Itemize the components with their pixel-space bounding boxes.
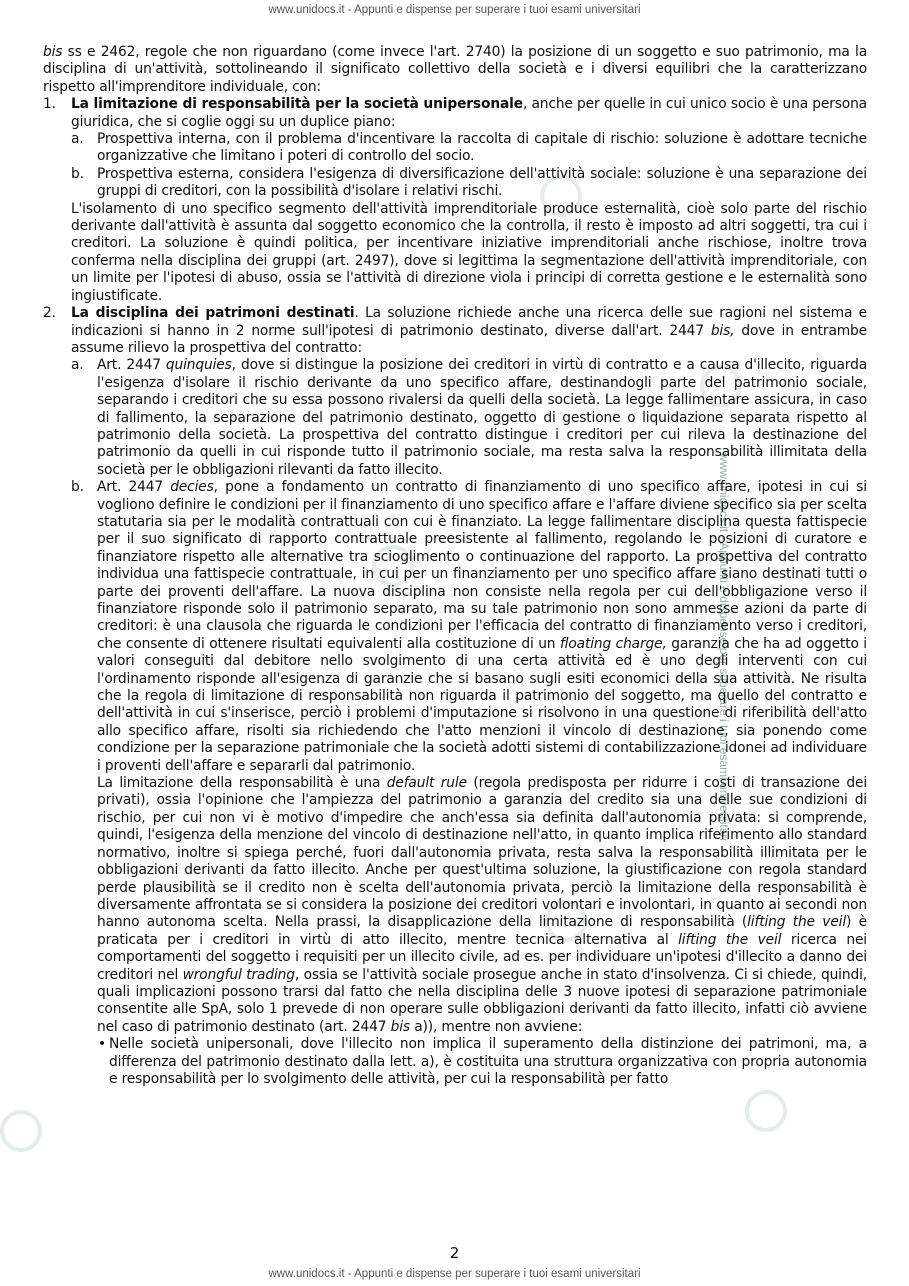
item1-paragraph: L'isolamento di uno specifico segmento dell'attività imprenditoriale produce esternalità, cioè solo parte del rischio derivante dall'attività è assunta dal soggetto economico che la controlla, il resto è imposto ad altri soggetti, tra cui i creditori. La soluzione è quindi politica, per incentivare iniziative imprenditoriali anche rischiose, inoltre trova conferma nella disciplina dei gruppi (art. 2497), dove si legittima la segmentazione dell'attività imprenditoriale, con un limite per l'ipotesi di abuso, ossia se l'attività di direzione viola i principi di corretta gestione e le esternalità sono ingiustificate. xyxy=(71,200,867,304)
sub-item-b: b. Prospettiva esterna, considera l'esigenza di diversificazione dell'attività sociale: soluzione è una separazione dei gruppi di creditori, con la possibilità d'isolare i relativi rischi. xyxy=(71,165,867,200)
list-item-2: 2. La disciplina dei patrimoni destinati. La soluzione richiede anche una ricerca delle sue ragioni nel sistema e indicazioni si hanno in 2 norme sull'ipotesi di patrimonio destinato, diverse dall'art. 2447 bis, dove in entrambe assume rilievo la prospettiva del contratto: a. Art. 2447 quinquies, dove si distingue la posizione dei creditori in virtù di contratto e a causa d'illecito, riguarda l'esigenza d'isolare il rischio derivante da uno specifico affare, destinandogli parte del patrimonio sociale, separando i creditori che su essa possono rivalersi da quelli della società. La legge fallimentare assicura, in caso di fallimento, la separazione del patrimonio destinato, oggetto di gestione o liquidazione separata rispetto al patrimonio della società. La prospettiva del contratto distingue i creditori per cui rileva la destinazione del patrimonio da quelli in cui risponde tutto il patrimonio sociale, ma resta salva la responsabilità illimitata della società per le obbligazioni rilevanti da fatto illecito. b. Art. 2447 decies, pone a fondamento un contratto di finanziamento di uno specifico affare, ipotesi in cui si vogliono definire le condizioni per il finanziamento di uno specifico affare e l'affare diviene specifico sia per scelta statutaria sia per le modalità contrattuali con cui è finanziato. La legge fallimentare disciplina questa fattispecie per il suo significato di rapporto contrattuale preesistente al fallimento, regolando le posizioni di curatore e finanziatore rispetto alle alternative tra scioglimento o continuazione del rapporto. La prospettiva del contratto individua una fattispecie contrattuale, in cui per un finanziamento per uno specifico affare siano destinati tutti o parte dei proventi dell'affare. La nuova disciplina non consiste nella regola per cui dell'obbligazione verso il finanziatore risponde solo il patrimonio separato, ma su tale patrimonio non sono ammesse azioni da parte di creditori: è una clausola che riguarda le condizioni per l'efficacia del contratto di finanziamento verso i creditori, che consente di ottenere risultati equivalenti alla costituzione di un floating charge, garanzia che ha ad oggetto i valori conseguiti dal debitore nello svolgimento di una certa attività ed è uno degli interventi con cui l'ordinamento risponde all'esigenza di garanzie che si basano sugli esiti economici della sua attività. Ne risulta che la regola di limitazione di responsabilità non riguarda il patrimonio del soggetto, ma quello del contratto e dell'attività in cui s'inserisce, perciò i problemi d'imputazione si risolvono in una questione di riferibilità dell'atto allo specifico affare, risolti sia richiedendo che l'atto menzioni il vincolo di destinazione, sia ponendo come condizione per la separazione patrimoniale che la società adotti sistemi di contabilizzazione idonei ad individuare i proventi dell'affare e separarli dal patrimonio. La limitazione della responsabilità è una default rule (regola predisposta per ridurre i costi di transazione dei privati), ossia l'opinione che l'ampiezza del patrimonio a garanzia del credito sia una delle sue condizioni di rischio, per cui non vi è motivo d'impedire che anch'essa sia definita dall'autonomia privata: si comprende, quindi, l'esigenza della menzione del vincolo di destinazione nell'atto, in quanto implica riferimento allo standard normativo, inoltre si spiega perché, fuori dall'autonomia privata, resta salva la responsabilità illimitata per le obbligazioni derivanti da fatto illecito. Anche per quest'ultima soluzione, la giustificazione con regola standard perde plausibilità se il credito non è scelta dell'autonomia privata, perciò la limitazione della responsabilità è diversamente affrontata se si considera la posizione dei creditori volontari e involontari, in quanto ai secondi non hanno autonoma scelta. Nella prassi, la disapplicazione della limitazione di responsabilità (lifting the veil) è praticata per i creditori in virtù di atto illecito, mentre tecnica alternativa al lifting the veil ricerca nei comportamenti del soggetto i requisiti per un illecito civile, ad es. per individuare un'ipotesi d'illecito a danno dei creditori nel wrongful trading, ossia se l'attività sociale prosegue anche in stato d'insolvenza. Ci si chiede, quindi, quali implicazioni possono trarsi dal fatto che nella disciplina delle 3 nuove ipotesi di separazione patrimoniale consentite alle SpA, solo 1 prevede di non operare sulle obbligazioni derivanti da fatto illecito, infatti ciò avviene nel caso di patrimonio destinato (art. 2447 bis a)), mentre non avviene: • Nelle società unipersonali, dove l'illecito non implica il superamento della distinzione dei patrimoni, ma, a differenza del patrimonio destinato dalla lett. a), è costituita una struttura organizzativa con propria autonomia e responsabilità per lo svolgimento delle attività, per cui la responsabilità per fatto xyxy=(43,305,868,1087)
list-number: 2. xyxy=(43,305,56,322)
sub-item-a: a. Prospettiva interna, con il problema d'incentivare la raccolta di capitale di rischio: soluzione è adottare tecniche organizzative che limitano i poteri di controllo del socio. xyxy=(71,131,867,165)
watermark-logo-icon xyxy=(0,1110,42,1152)
page-footer: www.unidocs.it - Appunti e dispense per superare i tuoi esami universitari xyxy=(268,1268,641,1280)
page-number: 2 xyxy=(449,1244,460,1262)
intro-paragraph: bis ss e 2462, regole che non riguardano (come invece l'art. 2740) la posizione di un soggetto e suo patrimonio, ma la disciplina di un'attività, sottolineando il significato collettivo della società e i diversi equilibri che la caratterizzano rispetto all'imprenditore individuale, con: xyxy=(43,44,867,95)
sub-item-b: b. Art. 2447 decies, pone a fondamento un contratto di finanziamento di uno specifico affare, ipotesi in cui si vogliono definire le condizioni per il finanziamento di uno specifico affare e l'affare diviene specifico sia per scelta statutaria sia per le modalità contrattuali con cui è finanziato. La legge fallimentare disciplina questa fattispecie per il suo significato di rapporto contrattuale preesistente al fallimento, regolando le posizioni di curatore e finanziatore rispetto alle alternative tra scioglimento o continuazione del rapporto. La prospettiva del contratto individua una fattispecie contrattuale, in cui per un finanziamento per uno specifico affare siano destinati tutti o parte dei proventi dell'affare. La nuova disciplina non consiste nella regola per cui dell'obbligazione verso il finanziatore risponde solo il patrimonio separato, ma su tale patrimonio non sono ammesse azioni da parte di creditori: è una clausola che riguarda le condizioni per l'efficacia del contratto di finanziamento verso i creditori, che consente di ottenere risultati equivalenti alla costituzione di un floating charge, garanzia che ha ad oggetto i valori conseguiti dal debitore nello svolgimento di una certa attività ed è uno degli interventi con cui l'ordinamento risponde all'esigenza di garanzie che si basano sugli esiti economici della sua attività. Ne risulta che la regola di limitazione di responsabilità non riguarda il patrimonio del soggetto, ma quello del contratto e dell'attività in cui s'inserisce, perciò i problemi d'imputazione si risolvono in una questione di riferibilità dell'atto allo specifico affare, risolti sia richiedendo che l'atto menzioni il vincolo di destinazione, sia ponendo come condizione per la separazione patrimoniale che la società adotti sistemi di contabilizzazione idonei ad individuare i proventi dell'affare e separarli dal patrimonio. La limitazione della responsabilità è una default rule (regola predisposta per ridurre i costi di transazione dei privati), ossia l'opinione che l'ampiezza del patrimonio a garanzia del credito sia una delle sue condizioni di rischio, per cui non vi è motivo d'impedire che anch'essa sia definita dall'autonomia privata: si comprende, quindi, l'esigenza della menzione del vincolo di destinazione nell'atto, in quanto implica riferimento allo standard normativo, inoltre si spiega perché, fuori dall'autonomia privata, resta salva la responsabilità illimitata per le obbligazioni derivanti da fatto illecito. Anche per quest'ultima soluzione, la giustificazione con regola standard perde plausibilità se il credito non è scelta dell'autonomia privata, perciò la limitazione della responsabilità è diversamente affrontata se si considera la posizione dei creditori volontari e involontari, in quanto ai secondi non hanno autonoma scelta. Nella prassi, la disapplicazione della limitazione di responsabilità (lifting the veil) è praticata per i creditori in virtù di atto illecito, mentre tecnica alternativa al lifting the veil ricerca nei comportamenti del soggetto i requisiti per un illecito civile, ad es. per individuare un'ipotesi d'illecito a danno dei creditori nel wrongful trading, ossia se l'attività sociale prosegue anche in stato d'insolvenza. Ci si chiede, quindi, quali implicazioni possono trarsi dal fatto che nella disciplina delle 3 nuove ipotesi di separazione patrimoniale consentite alle SpA, solo 1 prevede di non operare sulle obbligazioni derivanti da fatto illecito, infatti ciò avviene nel caso di patrimonio destinato (art. 2447 bis a)), mentre non avviene: • Nelle società unipersonali, dove l'illecito non implica il superamento della distinzione dei patrimoni, ma, a differenza del patrimonio destinato dalla lett. a), è costituita una struttura organizzativa con propria autonomia e responsabilità per lo svolgimento delle attività, per cui la responsabilità per fatto xyxy=(71,479,868,1087)
document-body xyxy=(43,44,867,1088)
sub-b-paragraph-2: La limitazione della responsabilità è una default rule (regola predisposta per ridurre i costi di transazione dei privati), ossia l'opinione che l'ampiezza del patrimonio a garanzia del credito sia una delle sue condizioni di rischio, per cui non vi è motivo d'impedire che anch'essa sia definita dall'autonomia privata: si comprende, quindi, l'esigenza della menzione del vincolo di destinazione nell'atto, in quanto implica riferimento allo standard normativo, inoltre si spiega perché, fuori dall'autonomia privata, resta salva la responsabilità illimitata per le obbligazioni derivanti da fatto illecito. Anche per quest'ultima soluzione, la giustificazione con regola standard perde plausibilità se il credito non è scelta dell'autonomia privata, perciò la limitazione della responsabilità è diversamente affrontata se si considera la posizione dei creditori volontari e involontari, in quanto ai secondi non hanno autonoma scelta. Nella prassi, la disapplicazione della limitazione di responsabilità (lifting the veil) è praticata per i creditori in virtù di atto illecito, mentre tecnica alternativa al lifting the veil ricerca nei comportamenti del soggetto i requisiti per un illecito civile, ad es. per individuare un'ipotesi d'illecito a danno dei creditori nel wrongful trading, ossia se l'attività sociale prosegue anche in stato d'insolvenza. Ci si chiede, quindi, quali implicazioni possono trarsi dal fatto che nella disciplina delle 3 nuove ipotesi di separazione patrimoniale consentite alle SpA, solo 1 prevede di non operare sulle obbligazioni derivanti da fatto illecito, infatti ciò avviene nel caso di patrimonio destinato (art. 2447 bis a)), mentre non avviene: xyxy=(97,775,868,1035)
list-item-1: 1. La limitazione di responsabilità per la società unipersonale, anche per quelle in cui unico socio è una persona giuridica, che si coglie oggi su un duplice piano: a. Prospettiva interna, con il problema d'incentivare la raccolta di capitale di rischio: soluzione è adottare tecniche organizzative che limitano i poteri di controllo del socio. b. Prospettiva esterna, considera l'esigenza di diversificazione dell'attività sociale: soluzione è una separazione dei gruppi di creditori, con la possibilità d'isolare i relativi rischi. xyxy=(43,96,867,200)
side-watermark-right: www.unidocs.it - Appunti e dispense per superare i tuoi esami universitari xyxy=(717,452,732,842)
list-number: 1. xyxy=(43,96,56,113)
page-header: www.unidocs.it - Appunti e dispense per superare i tuoi esami universitari xyxy=(268,4,641,16)
bullet-item: • Nelle società unipersonali, dove l'illecito non implica il superamento della distinzione dei patrimoni, ma, a differenza del patrimonio destinato dalla lett. a), è costituita una struttura organizzativa con propria autonomia e responsabilità per lo svolgimento delle attività, per cui la responsabilità per fatto xyxy=(98,1036,867,1087)
sub-item-a: a. Art. 2447 quinquies, dove si distingue la posizione dei creditori in virtù di contratto e a causa d'illecito, riguarda l'esigenza d'isolare il rischio derivante da uno specifico affare, destinandogli parte del patrimonio sociale, separando i creditori che su essa possono rivalersi da quelli della società. La legge fallimentare assicura, in caso di fallimento, la separazione del patrimonio destinato, oggetto di gestione o liquidazione separata rispetto al patrimonio della società. La prospettiva del contratto distingue i creditori per cui rileva la destinazione del patrimonio da quelli in cui risponde tutto il patrimonio sociale, ma resta salva la responsabilità illimitata della società per le obbligazioni rilevanti da fatto illecito. xyxy=(71,357,867,478)
watermark-logo-icon xyxy=(745,1090,787,1132)
